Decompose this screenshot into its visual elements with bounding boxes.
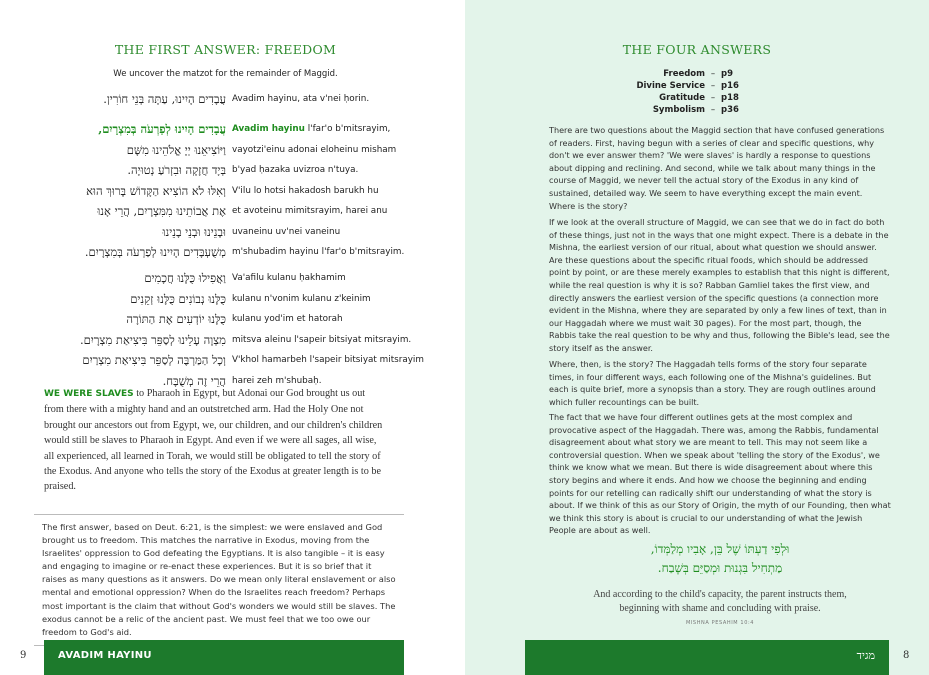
hebrew-line: מְשֻׁעְבָּדִים הָיִינוּ לְפַרְעֹה בְּמִצְרָיִם. (84, 245, 226, 259)
hebrew-quote-line: מַתְחִיל בִּגְנוּת וּמְסַיֵּם בְּשֶׁבַח. (657, 561, 783, 575)
translit-line: V'khol hamarbeh l'sapeir bitsiyat mitsrayim (232, 355, 424, 365)
english-quote-line: And according to the child's capacity, the parent instructs them, (593, 589, 847, 600)
page-number-right: 8 (903, 650, 910, 661)
hebrew-line: וַאֲפִילוּ כֻּלָּנוּ חֲכָמִים (144, 271, 226, 285)
translit-line: harei zeh m'shubaḥ. (232, 375, 322, 386)
toc-page: p36 (721, 105, 739, 115)
commentary-box: The first answer, based on Deut. 6:21, is the simplest: we were enslaved and God brought us to freedom. This matches the narrative in Exodus, moving from the Israelites' oppression to God defeating the Egyptians. It is also tangible – it is easy and engaging to imagine or re-enact these experiences. But it is so brief that it raises as many questions as it answers. Do we mean only literal enslavement or also mental and emotional oppression? When do the Israelites reach freedom? Perhaps most important is the claim that without God's wonders we would still be slaves. The exodus cannot be a relic of the ancient past. We must feel that we too owe our freedom to God's aid. (34, 514, 404, 646)
toc-page: p9 (721, 69, 733, 79)
hebrew-line: אֶת אֲבוֹתֵינוּ מִמִּצְרָיִם, הֲרֵי אָנוּ (97, 204, 226, 218)
body-paragraph: The fact that we have four different outlines gets at the most complex and provocative aspect of the Haggadah. There was, among the Rabbis, fundamental disagreement about what story we are meant to tell. This may not seem like a controversial question. When we speak about 'telling the story of the Exodus', we think we know what we mean. But there is wide disagreement about where this story begins and where it ends. And how we choose the beginning and ending points for our retelling can radically shift our understanding of what the story is about. If we think of this as our Story of Origin, the myth of our Founding, then what we think this story is about is crucial to our understanding of what the Jewish People are about as well. (549, 412, 891, 536)
toc-separator: – (710, 93, 716, 103)
translit-rest: l'far'o b'mitsrayim, (304, 124, 391, 134)
hebrew-line: וְכָל הַמַּרְבֶּה לְסַפֵּר בִּיצִיאַת מִצְרַיִם (82, 353, 226, 367)
toc-row (605, 80, 805, 92)
intro-translit (232, 89, 442, 110)
hebrew-line: הֲרֵי זֶה מְשֻׁבָּח. (162, 373, 226, 388)
body-paragraph: There are two questions about the Maggid section that have confused generations of readers. First, having begun with a series of clear and specific questions, why don't we ever answer them? 'We were slaves' is hardly a response to questions about dipping and reclining. And second, while we talk about many things in the course of Maggid, we never tell the actual story of the Exodus in any kind of sustained, detailed way. We seem to have everything except the main event. Where is the story? (549, 125, 885, 211)
hebrew-line: וּבָנֵינוּ וּבְנֵי בָנֵינוּ (162, 224, 226, 239)
english-translation (44, 386, 384, 495)
toc-row (605, 92, 805, 104)
toc-separator: – (710, 81, 716, 91)
toc-page: p18 (721, 93, 739, 103)
hebrew-line: כֻּלָּנוּ נְבוֹנִים כֻּלָּנוּ זְקֵנִים (130, 291, 226, 306)
translit-line: kulanu yod'im et hatorah (232, 314, 343, 324)
right-page-title: THE FOUR ANSWERS (622, 42, 772, 57)
toc-row (605, 68, 805, 80)
toc-separator: – (710, 69, 716, 79)
english-body: to Pharaoh in Egypt, but Adonai our God brought us out from there with a mighty hand and an outstretched arm. Had the Holy One not brought our ancestors out from Egypt, we, our children, and our children's children would still be slaves to Pharaoh in Egypt. And even if we were all sages, all wise, all experienced, all learned in Torah, we would still be obligated to tell the story of the Exodus. And anyone who tells the story of the Exodus at greater length is to be praised. (44, 388, 383, 493)
toc-name: Gratitude (659, 93, 705, 103)
translit-line: Avadim hayinu, ata v'nei ḥorin. (232, 94, 370, 104)
right-footer-bar: מגיד (525, 640, 889, 675)
answers-toc (605, 68, 805, 116)
translit-line: V'ilu lo hotsi hakadosh barukh hu (232, 185, 379, 196)
translit-line: kulanu n'vonim kulanu z'keinim (232, 293, 371, 304)
quote-source: MISHNA PESAHIM 10:4 (685, 620, 755, 626)
right-page (465, 0, 929, 675)
hebrew-line: וְאִלּוּ לֹא הוֹצִיא הַקָּדוֹשׁ בָּרוּךְ הוּא (86, 183, 226, 198)
stanza1-hebrew (40, 119, 226, 263)
translit-line: mitsva aleinu l'sapeir bitsiyat mitsrayim. (232, 334, 412, 345)
stanza2-translit (232, 268, 442, 391)
toc-separator: – (710, 105, 716, 115)
body-paragraph: If we look at the overall structure of Maggid, we can see that we do in fact do both of these things, just not in the ways that one might expect. There is a debate in the Mishna, the earliest version of our ritual, about what question we should answer. Are these questions about the specific ritual foods, which should be addressed point by point, or are these merely examples to establish that this night is different, while the real question is why it is so? Rabban Gamliel takes the first view, and directly answers the earliest version of the specific questions (a connection more evident in the Mishna, where they are separated by only a few lines of text, than in our Haggadah where we must wait 30 pages). For the most part, though, the Rabbis take the real question to be why and thus, following the Bible's lead, see the story itself as the answer. (549, 217, 890, 353)
translit-line: vayotzi'einu adonai eloheinu misham (232, 144, 397, 155)
left-page-title: THE FIRST ANSWER: FREEDOM (114, 42, 337, 57)
stanza1-translit (232, 119, 442, 263)
hebrew-line: בְּיָד חֲזָקָה וּבִזְרֹעַ נְטוּיָה. (127, 163, 226, 177)
translit-line: b'yad ḥazaka uvizroa n'tuya. (232, 165, 359, 175)
stanza2-hebrew (40, 268, 226, 391)
toc-name: Freedom (663, 69, 705, 79)
page-number-left: 9 (20, 650, 27, 661)
english-lead: WE WERE SLAVES (44, 389, 134, 399)
hebrew-quote (549, 540, 891, 578)
toc-name: Divine Service (636, 81, 705, 91)
body-paragraph: Where, then, is the story? The Haggadah tells forms of the story four separate times, in four different ways, each following one of the Mishna's guidelines. But each is quite brief, more a synopsis than a story. They are rough outlines around which fuller recountings can be built. (549, 359, 876, 407)
intro-hebrew (40, 89, 226, 110)
toc-row (605, 104, 805, 116)
translit-line: uvaneinu uv'nei vaneinu (232, 226, 341, 237)
translit-line: et avoteinu mimitsrayim, harei anu (232, 206, 388, 216)
translit-line: m'shubadim hayinu l'far'o b'mitsrayim. (232, 247, 405, 257)
translit-bold: Avadim hayinu (232, 124, 305, 134)
english-quote-line: beginning with shame and concluding with praise. (619, 603, 821, 614)
hebrew-line: עֲבָדִים הָיִינוּ לְפַרְעֹה בְּמִצְרָיִם, (98, 122, 226, 136)
english-quote (549, 588, 891, 616)
hebrew-line: וַיּוֹצִיאֵנוּ יְיָ אֱלֹהֵינוּ מִשָּׁם (126, 142, 226, 157)
left-footer-bar: AVADIM HAYINU (44, 640, 404, 675)
toc-name: Symbolism (652, 105, 705, 115)
hebrew-line: מִצְוָה עָלֵינוּ לְסַפֵּר בִּיצִיאַת מִצְרָיִם. (79, 332, 226, 347)
translit-line: Va'afilu kulanu ḥakhamim (232, 273, 346, 283)
left-page-subtitle: We uncover the matzot for the remainder of Maggid. (113, 69, 338, 79)
hebrew-line: כֻּלָּנוּ יוֹדְעִים אֶת הַתּוֹרָה (126, 312, 226, 326)
translit-line (232, 119, 442, 140)
hebrew-line: עֲבָדִים הָיִינוּ, עַתָּה בְּנֵי חוֹרִין. (103, 92, 226, 106)
toc-page: p16 (721, 81, 739, 91)
hebrew-quote-line: וּלְפִי דַעְתּוֹ שֶׁל בֵּן, אָבִיו מְלַמְּדוֹ, (650, 542, 790, 556)
